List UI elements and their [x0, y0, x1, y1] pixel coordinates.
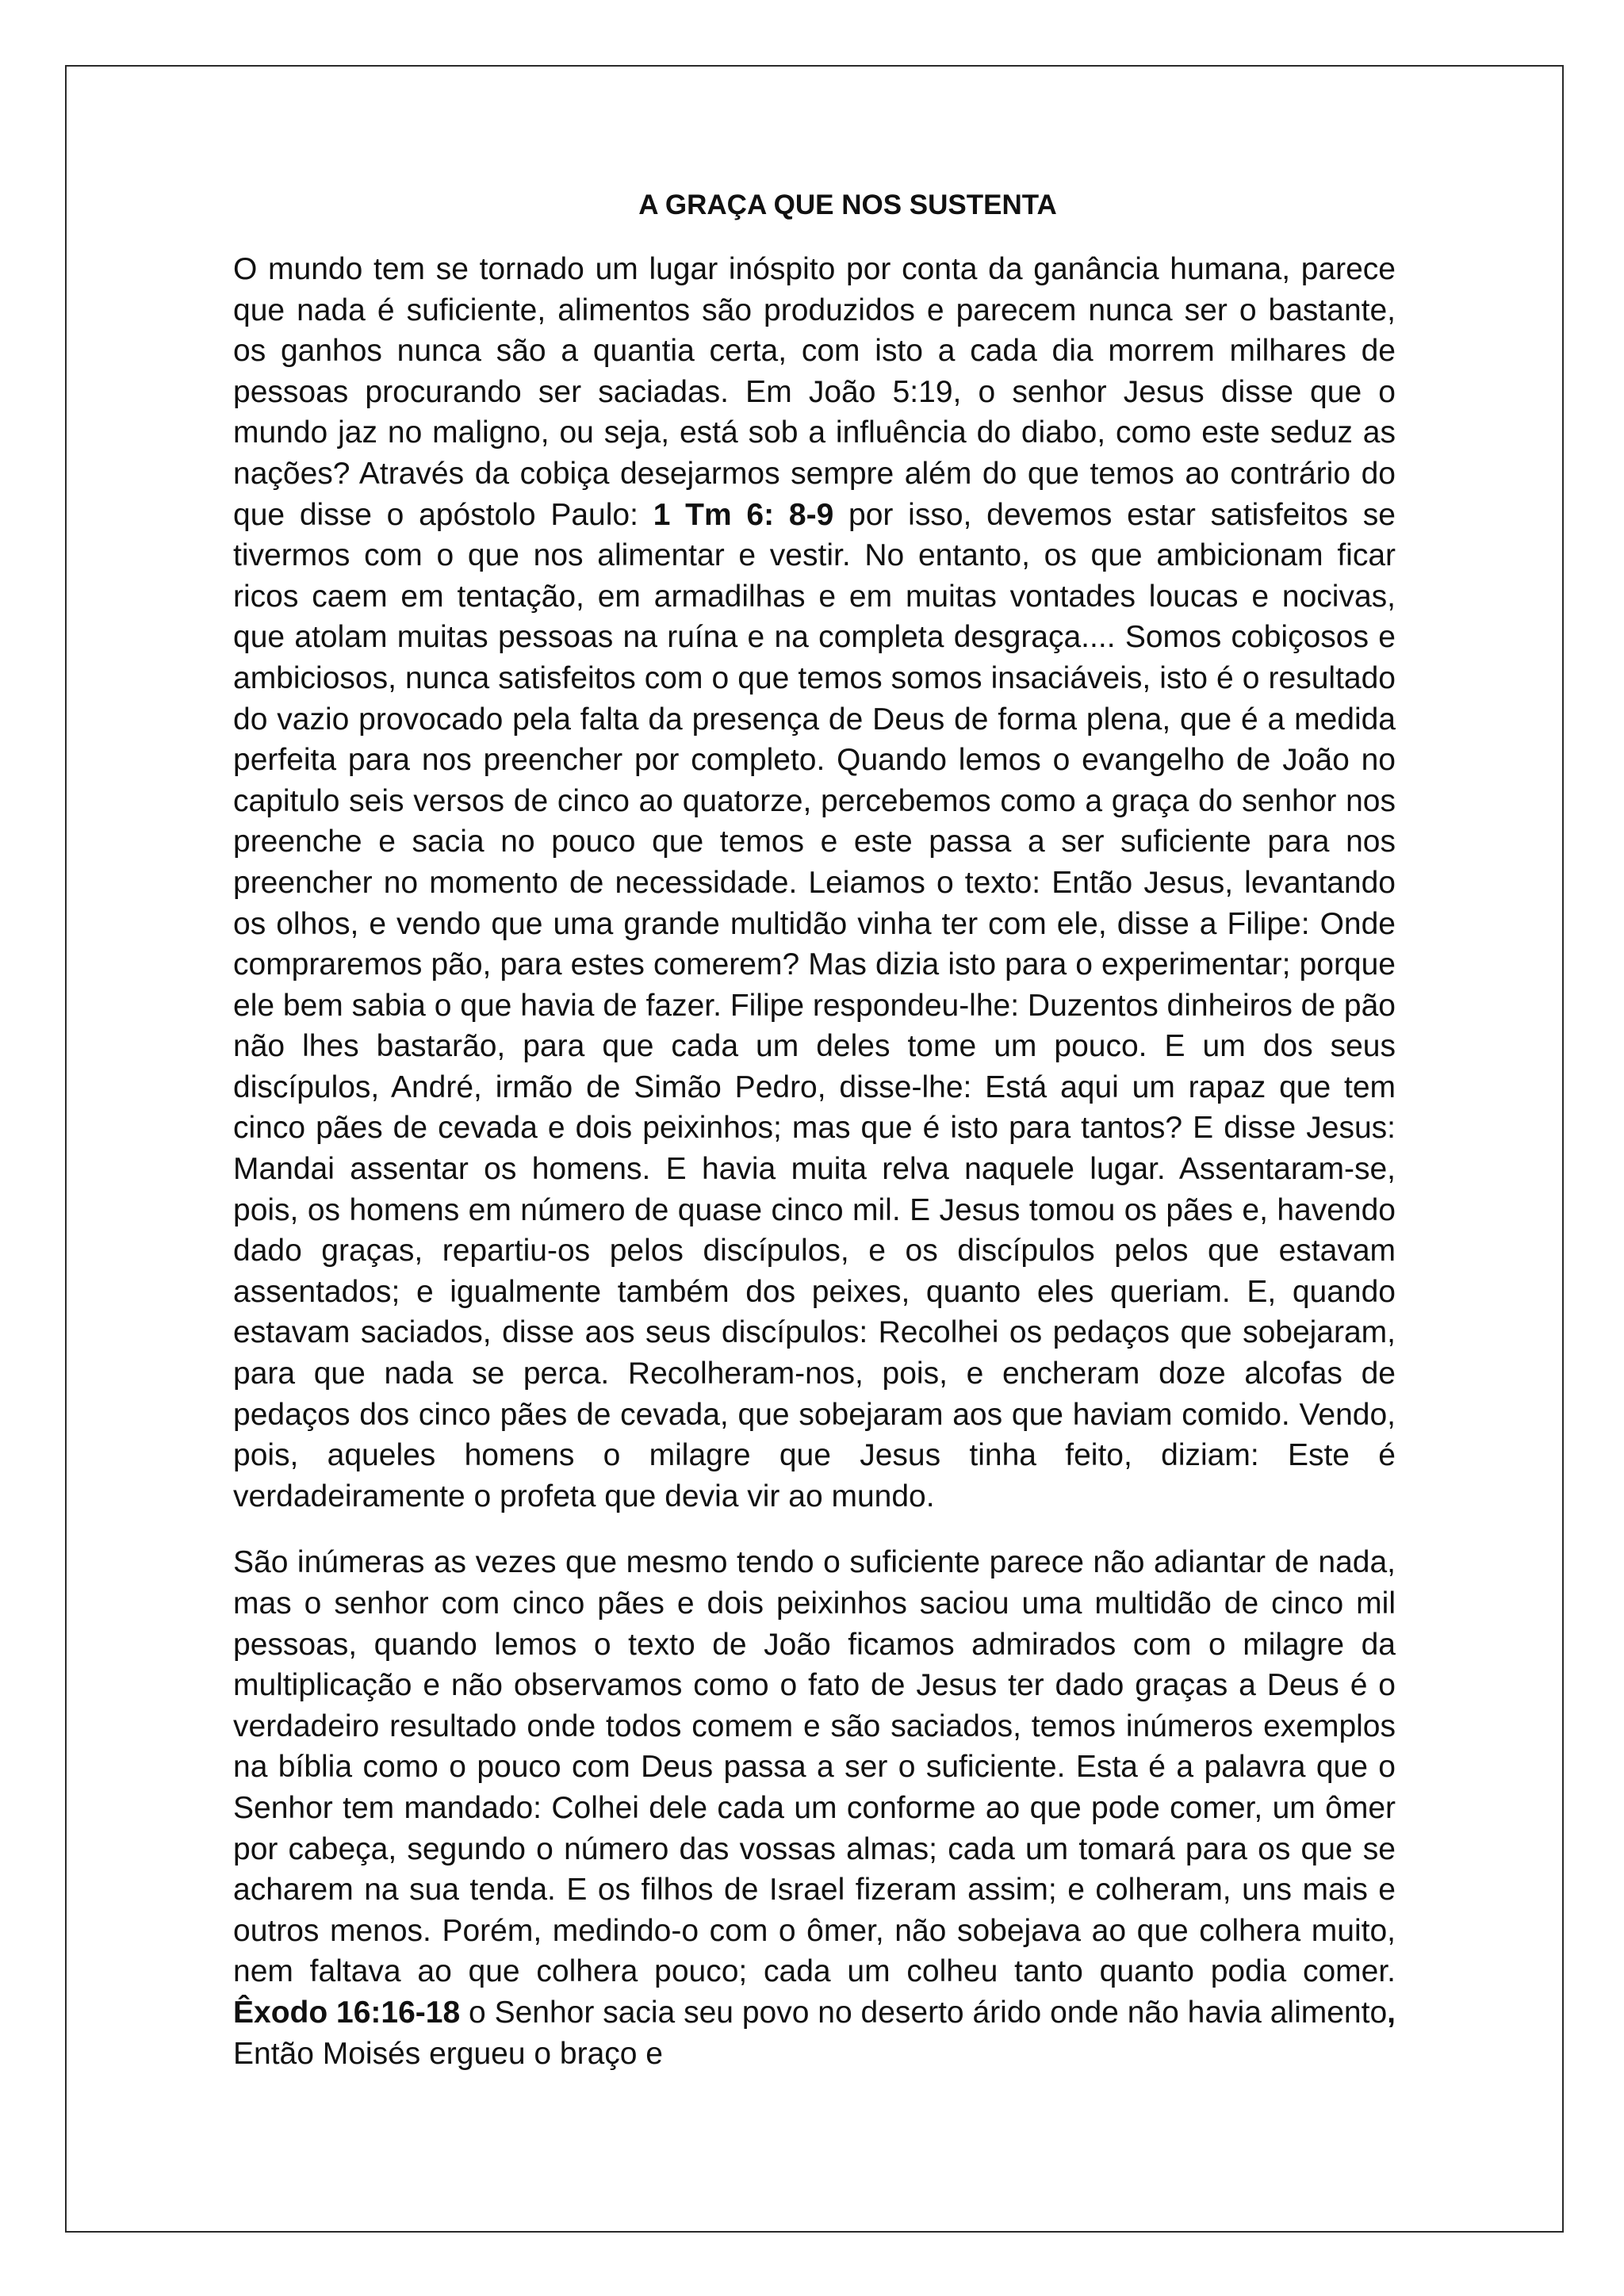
text-run: o Senhor sacia seu povo no deserto árido onde não havia alimento — [460, 1995, 1388, 2030]
paragraph-1 — [233, 249, 1396, 1517]
text-run: Então Moisés ergueu o braço e — [233, 2036, 664, 2071]
paragraph-2 — [233, 1542, 1396, 2074]
bible-reference: Êxodo 16:16-18 — [233, 1995, 461, 2030]
bold-comma: , — [1387, 1995, 1396, 2030]
document-body — [233, 189, 1396, 2074]
document-title: A GRAÇA QUE NOS SUSTENTA — [638, 189, 1057, 220]
text-run: por isso, devemos estar satisfeitos se tivermos com o que nos alimentar e vestir. No entanto, os que ambicionam ficar ricos caem em tentação, em armadilhas e em muitas vontades loucas e nocivas, que atolam muitas pessoas na ruína e na completa desgraça.... Somos cobiçosos e ambiciosos, nunca satisfeitos com o que temos somos insaciáveis, isto é o resultado do vazio provocado pela falta da presença de Deus de forma plena, que é a medida perfeita para nos preencher por completo. Quando lemos o evangelho de João no capitulo seis versos de cinco ao quatorze, percebemos como a graça do senhor nos preenche e sacia no pouco que temos e este passa a ser suficiente para nos preencher no momento de necessidade. Leiamos o texto: Então Jesus, levantando os olhos, e vendo que uma grande multidão vinha ter com ele, disse a Filipe: Onde compraremos pão, para estes comerem? Mas dizia isto para o experimentar; porque ele bem sabia o que havia de fazer. Filipe respondeu-lhe: Duzentos dinheiros de pão não lhes bastarão, para que cada um deles tome um pouco. E um dos seus discípulos, André, irmão de Simão Pedro, disse-lhe: Está aqui um rapaz que tem cinco pães de cevada e dois peixinhos; mas que é isto para tantos? E disse Jesus: Mandai assentar os homens. E havia muita relva naquele lugar. Assentaram-se, pois, os homens em número de quase cinco mil. E Jesus tomou os pães e, havendo dado graças, repartiu-os pelos discípulos, e os discípulos pelos que estavam assentados; e igualmente também dos peixes, quanto eles queriam. E, quando estavam saciados, disse aos seus discípulos: Recolhei os pedaços que sobejaram, para que nada se perca. Recolheram-nos, pois, e encheram doze alcofas de pedaços dos cinco pães de cevada, que sobejaram aos que haviam comido. Vendo, pois, aqueles homens o milagre que Jesus tinha feito, diziam: Este é verdadeiramente o profeta que devia vir ao mundo. — [233, 497, 1396, 1513]
bible-reference: 1 Tm 6: 8-9 — [653, 497, 834, 532]
text-run: São inúmeras as vezes que mesmo tendo o suficiente parece não adiantar de nada, mas o senhor com cinco pães e dois peixinhos saciou uma multidão de cinco mil pessoas, quando lemos o texto de João ficamos admirados com o milagre da multiplicação e não observamos como o fato de Jesus ter dado graças a Deus é o verdadeiro resultado onde todos comem e são saciados, temos inúmeros exemplos na bíblia como o pouco com Deus passa a ser o suficiente. Esta é a palavra que o Senhor tem mandado: Colhei dele cada um conforme ao que pode comer, um ômer por cabeça, segundo o número das vossas almas; cada um tomará para os que se acharem na sua tenda. E os filhos de Israel fizeram assim; e colheram, uns mais e outros menos. Porém, medindo-o com o ômer, não sobejava ao que colhera muito, nem faltava ao que colhera pouco; cada um colheu tanto quanto podia comer. — [233, 1545, 1396, 1989]
text-run: O mundo tem se tornado um lugar inóspito por conta da ganância humana, parece que nada é suficiente, alimentos são produzidos e parecem nunca ser o bastante, os ganhos nunca são a quantia certa, com isto a cada dia morrem milhares de pessoas procurando ser saciadas. Em João 5:19, o senhor Jesus disse que o mundo jaz no maligno, ou seja, está sob a influência do diabo, como este seduz as nações? Através da cobiça desejarmos sempre além do que temos ao contrário do que disse o apóstolo Paulo: — [233, 252, 1396, 532]
